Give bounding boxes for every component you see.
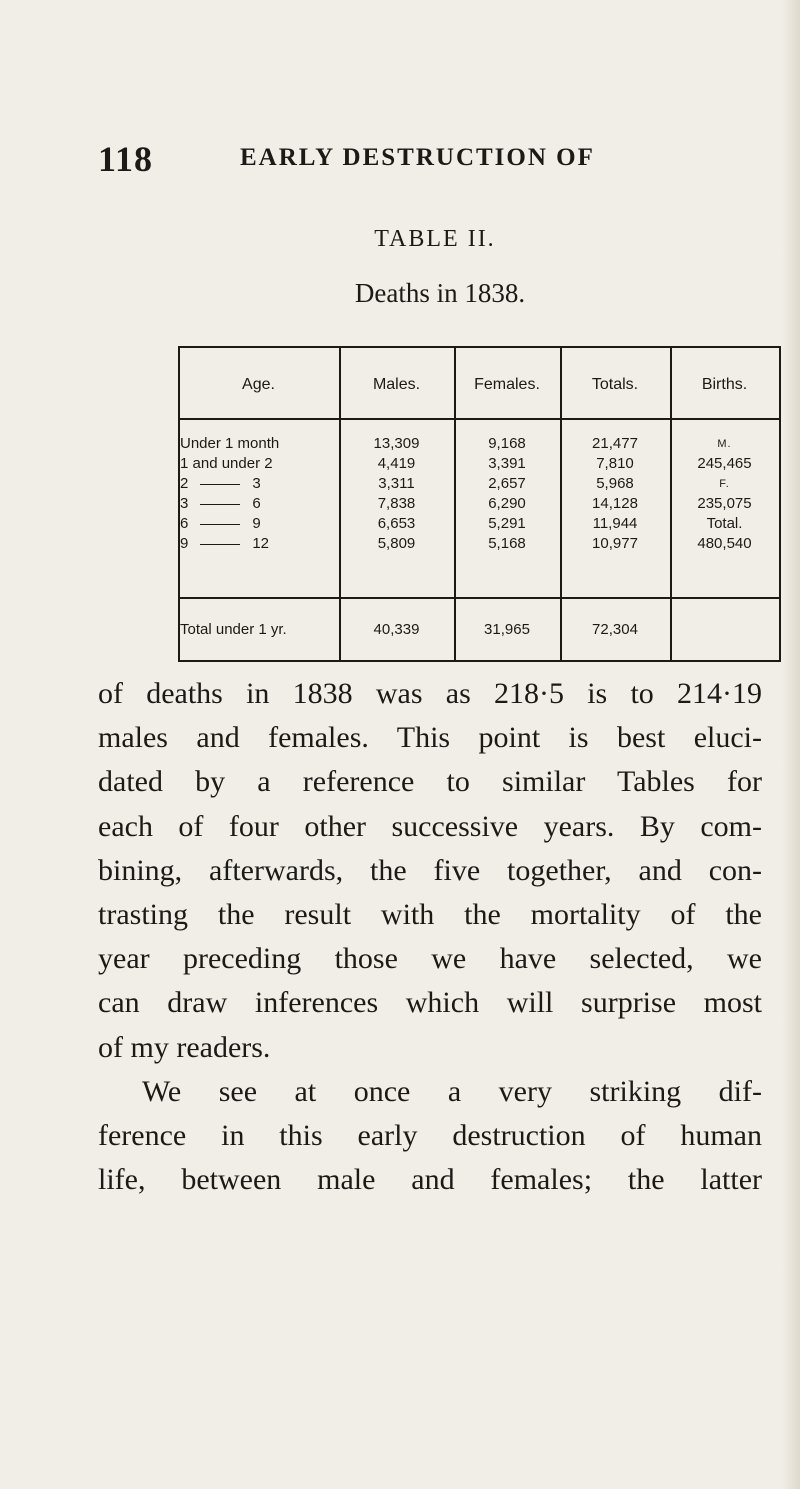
age-cell (180, 454, 340, 474)
age-to: 6 (252, 495, 261, 512)
age-to: 12 (252, 535, 270, 552)
totals-cell: 11,944 (592, 515, 638, 532)
table-caption: Deaths in 1838. (354, 278, 526, 308)
col-head-females: Females. (474, 376, 540, 393)
females-cell: 9,168 (488, 435, 526, 452)
text-line: dated by a reference to similar Tables for (98, 765, 762, 799)
births-cell: Total. (706, 515, 743, 532)
col-head-age: Age. (242, 376, 275, 393)
running-head: EARLY DESTRUCTION OF (240, 144, 595, 171)
females-cell: 5,291 (488, 515, 526, 532)
table-bottom-rule (178, 660, 780, 662)
totals-cell: 5,968 (596, 475, 634, 492)
text-line: ference in this early destruction of human (98, 1119, 762, 1153)
dash-rule (200, 484, 240, 485)
total-males: 40,339 (373, 621, 420, 638)
total-rule (178, 597, 780, 599)
age-from: 6 (180, 515, 189, 532)
text-line: trasting the result with the mortality of the (98, 898, 762, 932)
females-cell: 3,391 (488, 455, 526, 472)
age-from: 9 (180, 535, 189, 552)
body-text (98, 672, 762, 1202)
dash-rule (200, 544, 240, 545)
text-line: life, between male and females; the latter (98, 1163, 762, 1197)
males-cell: 4,419 (377, 455, 416, 472)
col-head-males: Males. (372, 376, 421, 393)
text-line: bining, afterwards, the five together, and con- (98, 853, 762, 887)
total-females: 31,965 (484, 621, 530, 638)
text-line: We see at once a very striking dif- (142, 1074, 762, 1108)
age-label: Under 1 month (180, 435, 280, 452)
text-line: of deaths in 1838 was as 218·5 is to 214·19 (98, 677, 762, 710)
age-cell (180, 534, 340, 554)
page-number: 118 (98, 139, 154, 179)
totals-cell: 10,977 (592, 535, 638, 552)
deaths-table (178, 346, 780, 662)
age-cell (180, 494, 340, 514)
totals-cell: 7,810 (596, 455, 634, 472)
text-line: males and females. This point is best eluci- (98, 721, 762, 755)
age-label: 1 and under 2 (180, 455, 273, 472)
females-cell: 5,168 (488, 535, 526, 552)
text-line: each of four other successive years. By com- (98, 809, 762, 843)
page-header (98, 138, 658, 188)
dash-rule (200, 504, 240, 505)
births-cell: M. (717, 438, 732, 450)
births-cell: 235,075 (697, 495, 752, 512)
age-to: 9 (252, 515, 261, 532)
births-cell: F. (719, 478, 730, 490)
males-cell: 6,653 (377, 515, 416, 532)
header-rule (178, 418, 780, 420)
col-head-totals: Totals. (591, 376, 639, 393)
females-cell: 2,657 (488, 475, 526, 492)
age-to: 3 (252, 475, 261, 492)
text-line: year preceding those we have selected, we (98, 942, 762, 976)
age-cell (180, 434, 340, 454)
age-from: 2 (180, 475, 189, 492)
males-cell: 13,309 (373, 435, 420, 452)
births-cell: 245,465 (697, 455, 752, 472)
totals-cell: 21,477 (592, 435, 638, 452)
col-rule-5 (779, 346, 781, 662)
total-label: Total under 1 yr. (180, 621, 287, 638)
table-title: TABLE II. (374, 226, 496, 252)
females-cell: 6,290 (488, 495, 526, 512)
age-cell (180, 514, 340, 534)
text-line: of my readers. (98, 1030, 271, 1064)
text-line: can draw inferences which will surprise most (98, 986, 762, 1020)
table-top-rule (178, 346, 780, 348)
dash-rule (200, 524, 240, 525)
births-cell: 480,540 (697, 535, 752, 552)
males-cell: 7,838 (377, 495, 416, 512)
age-cell (180, 474, 340, 494)
males-cell: 5,809 (377, 535, 416, 552)
col-head-births: Births. (701, 376, 748, 393)
total-totals: 72,304 (592, 621, 638, 638)
age-from: 3 (180, 495, 189, 512)
page-edge-shadow (782, 0, 800, 1489)
males-cell: 3,311 (378, 475, 415, 492)
totals-cell: 14,128 (592, 495, 638, 512)
